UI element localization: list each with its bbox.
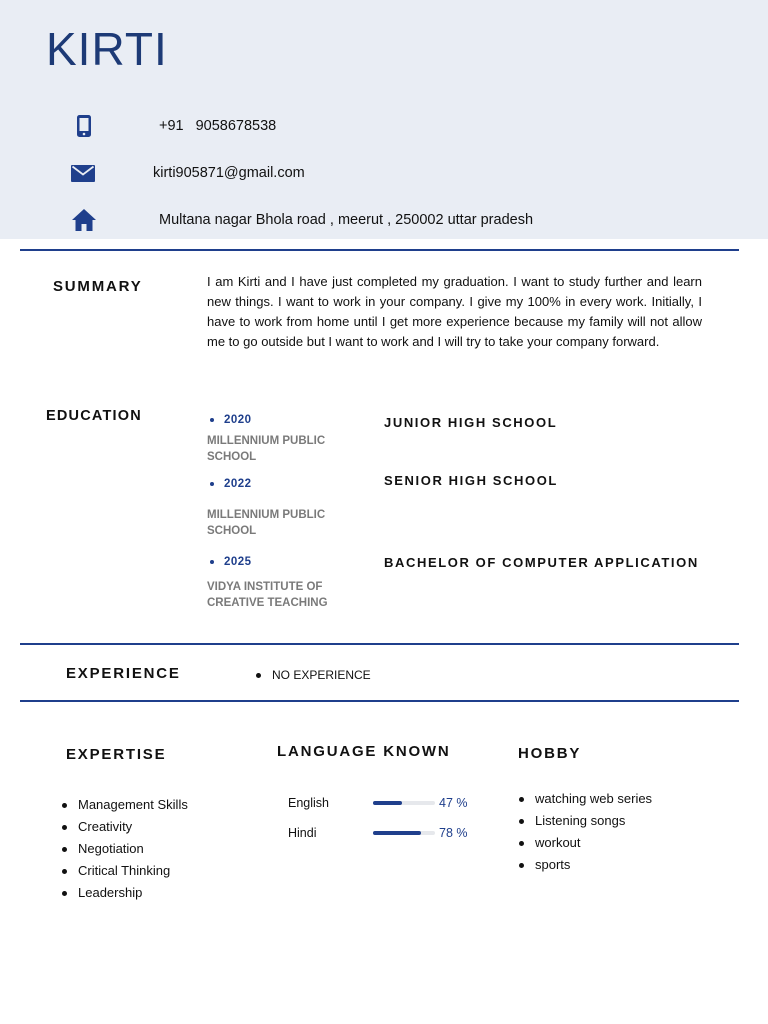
hobby-heading: HOBBY <box>518 745 582 762</box>
language-level-fill <box>373 801 402 805</box>
hobby-item: workout <box>519 832 652 854</box>
language-name: English <box>288 796 329 810</box>
education-heading: EDUCATION <box>46 408 142 424</box>
email-link[interactable]: kirti905871@gmail.com <box>153 165 305 181</box>
language-row <box>288 795 468 811</box>
language-percent: 47 % <box>439 796 468 810</box>
language-level-bar <box>373 831 435 835</box>
summary-text: I am Kirti and I have just completed my graduation. I want to study further and learn new things. I want to work in your company. I give my 100% in every work. Initially, I have to work from home until I get more experience because my family will not allow me to go outside but I want to work and I will try to take your company forward. <box>207 274 702 349</box>
experience-list <box>256 668 371 682</box>
expertise-item: Critical Thinking <box>62 860 188 882</box>
language-name: Hindi <box>288 826 317 840</box>
education-year: 2025 <box>224 556 252 568</box>
expertise-list <box>62 794 188 904</box>
language-percent: 78 % <box>439 826 468 840</box>
divider <box>20 643 739 645</box>
education-school: MILLENNIUM PUBLIC SCHOOL <box>207 509 326 537</box>
expertise-heading: EXPERTISE <box>66 746 167 763</box>
expertise-item: Leadership <box>62 882 188 904</box>
experience-heading: EXPERIENCE <box>66 665 181 682</box>
bullet-dot <box>210 418 214 422</box>
hobby-item: sports <box>519 854 652 876</box>
education-year-row <box>210 478 252 490</box>
hobby-item: Listening songs <box>519 810 652 832</box>
divider <box>20 249 739 251</box>
mail-icon <box>69 159 97 187</box>
education-school: VIDYA INSTITUTE OF CREATIVE TEACHING <box>207 581 328 609</box>
home-icon <box>70 206 98 234</box>
education-year-row <box>210 556 252 568</box>
expertise-item: Negotiation <box>62 838 188 860</box>
bullet-dot <box>210 560 214 564</box>
education-year: 2022 <box>224 478 252 490</box>
address: Multana nagar Bhola road , meerut , 250002 uttar pradesh <box>159 212 534 228</box>
candidate-name: KIRTI <box>46 23 168 75</box>
hobby-list <box>519 788 652 876</box>
expertise-item: Creativity <box>62 816 188 838</box>
hobby-item: watching web series <box>519 788 652 810</box>
phone-icon <box>70 112 98 140</box>
expertise-item: Management Skills <box>62 794 188 816</box>
education-school: MILLENNIUM PUBLIC SCHOOL <box>207 435 326 463</box>
divider <box>20 700 739 702</box>
summary-heading: SUMMARY <box>53 278 143 295</box>
experience-item: NO EXPERIENCE <box>256 668 371 682</box>
education-degree: BACHELOR OF COMPUTER APPLICATION <box>384 555 699 570</box>
language-heading: LANGUAGE KNOWN <box>277 743 451 760</box>
language-row <box>288 825 468 841</box>
language-level-fill <box>373 831 421 835</box>
language-level-bar <box>373 801 435 805</box>
phone-number <box>159 118 288 134</box>
phone-country-code: +91 <box>159 118 184 134</box>
education-degree: JUNIOR HIGH SCHOOL <box>384 415 558 430</box>
bullet-dot <box>210 482 214 486</box>
education-degree: SENIOR HIGH SCHOOL <box>384 473 558 488</box>
phone-digits: 9058678538 <box>195 118 277 134</box>
education-year-row <box>210 414 252 426</box>
education-year: 2020 <box>224 414 252 426</box>
